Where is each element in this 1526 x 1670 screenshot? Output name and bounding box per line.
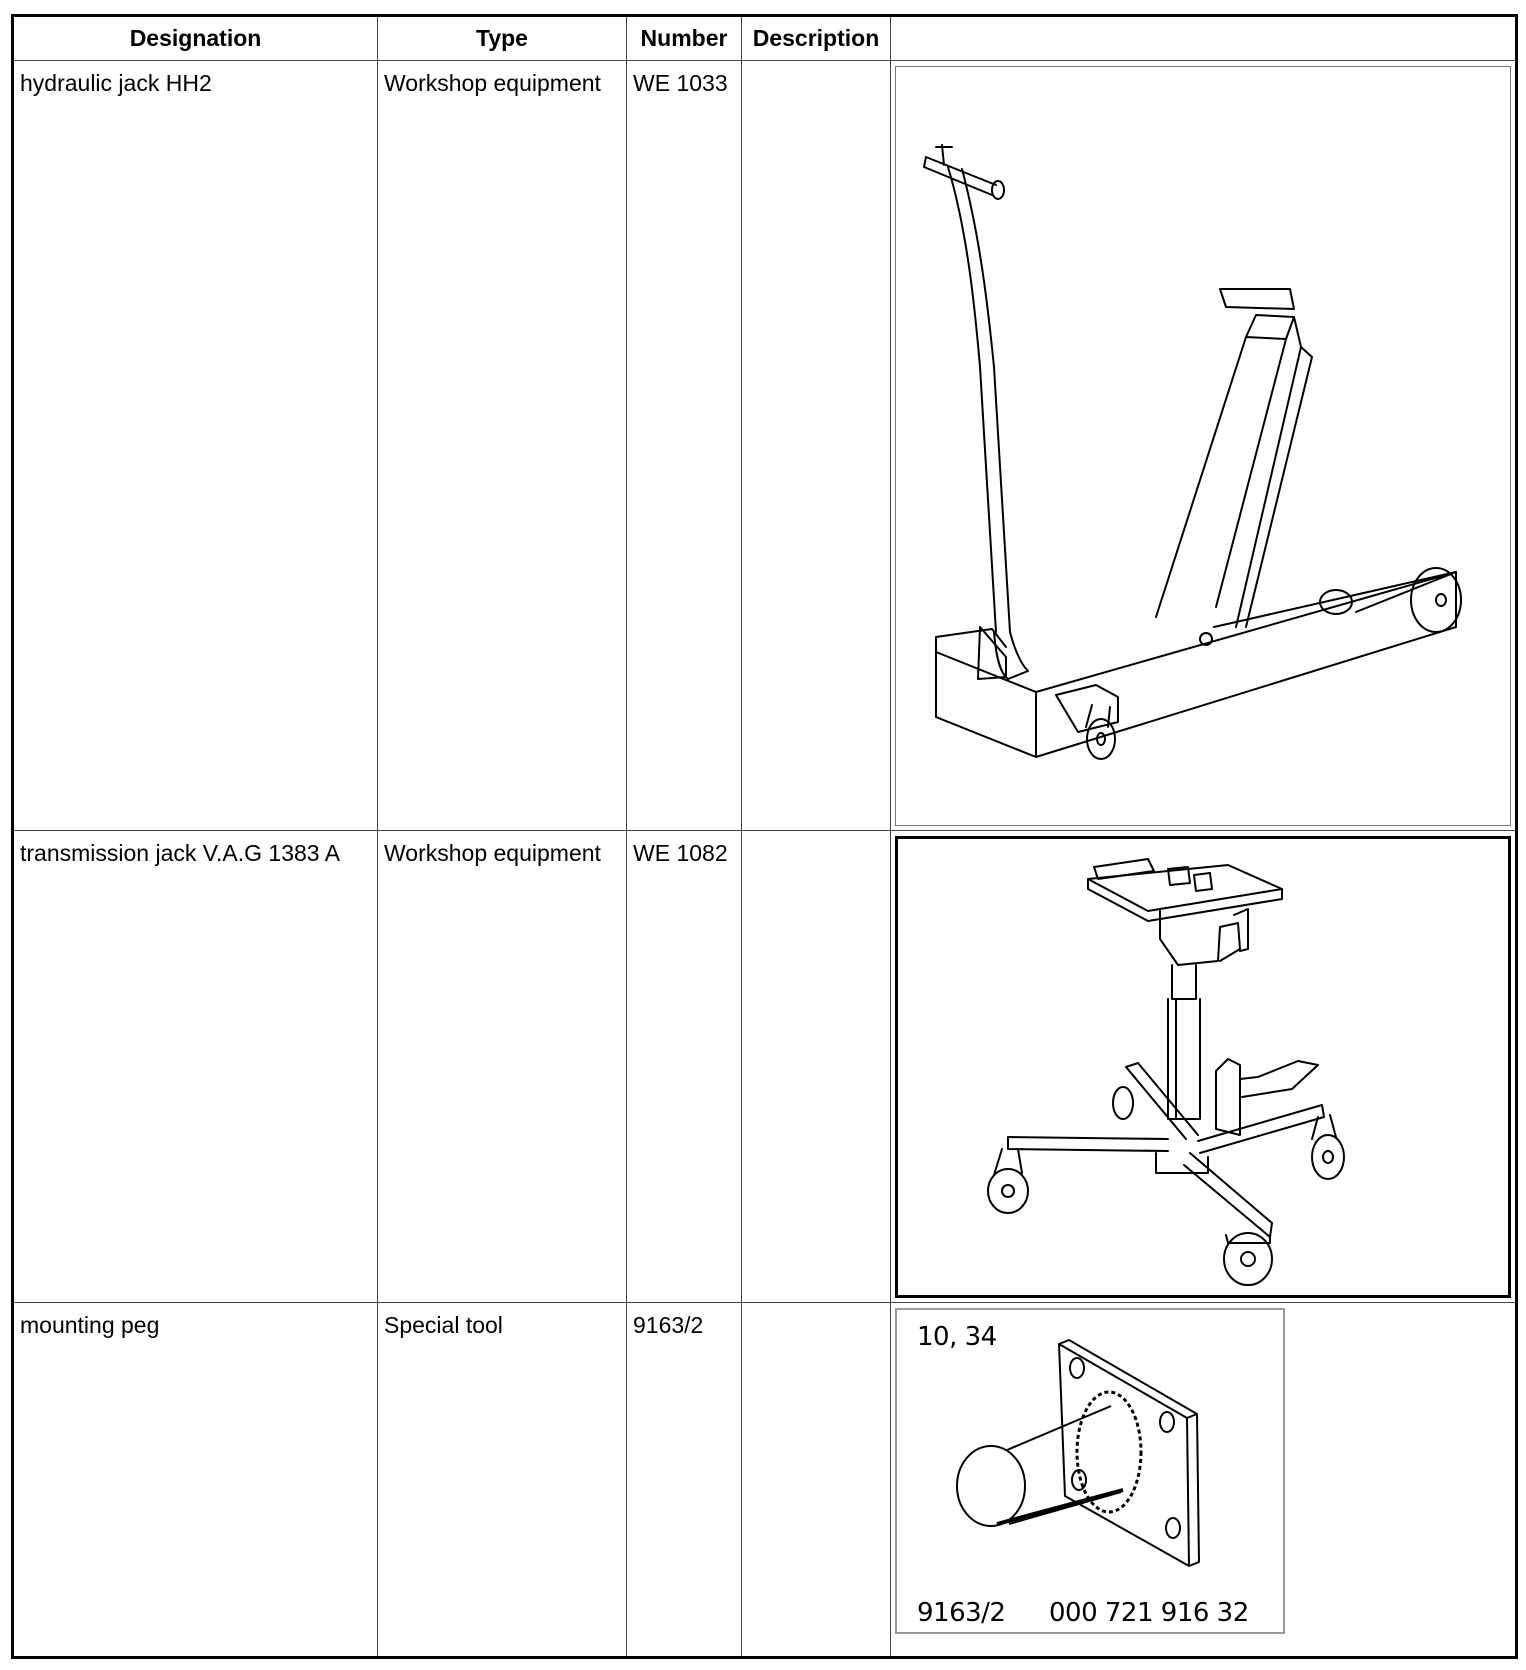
image-caption-right: 000 721 916 32 [1049, 1598, 1249, 1628]
hydraulic-jack-image [895, 66, 1511, 826]
number-cell: 9163/2 [627, 1303, 742, 1658]
image-cell [891, 61, 1517, 831]
description-cell [742, 831, 891, 1303]
number-cell: WE 1082 [627, 831, 742, 1303]
header-type: Type [378, 16, 627, 61]
hydraulic-jack-drawing-icon [896, 67, 1508, 825]
number-cell: WE 1033 [627, 61, 742, 831]
image-cell [891, 831, 1517, 1303]
type-cell: Workshop equipment [378, 61, 627, 831]
mounting-peg-image [895, 1308, 1285, 1634]
designation-cell: mounting peg [13, 1303, 378, 1658]
mounting-peg-drawing-icon [897, 1310, 1283, 1632]
designation-cell: hydraulic jack HH2 [13, 61, 378, 831]
tools-table [11, 14, 1518, 1659]
type-cell: Special tool [378, 1303, 627, 1658]
image-caption-top: 10, 34 [917, 1322, 997, 1352]
description-cell [742, 61, 891, 831]
table-header-row [13, 16, 1517, 61]
header-designation: Designation [13, 16, 378, 61]
table-row [13, 1303, 1517, 1658]
designation-cell: transmission jack V.A.G 1383 A [13, 831, 378, 1303]
image-caption-left: 9163/2 [917, 1598, 1006, 1628]
header-number: Number [627, 16, 742, 61]
table-row [13, 831, 1517, 1303]
transmission-jack-drawing-icon [898, 839, 1508, 1295]
header-image [891, 16, 1517, 61]
image-cell [891, 1303, 1517, 1658]
transmission-jack-image [895, 836, 1511, 1298]
table-row [13, 61, 1517, 831]
header-description: Description [742, 16, 891, 61]
type-cell: Workshop equipment [378, 831, 627, 1303]
description-cell [742, 1303, 891, 1658]
